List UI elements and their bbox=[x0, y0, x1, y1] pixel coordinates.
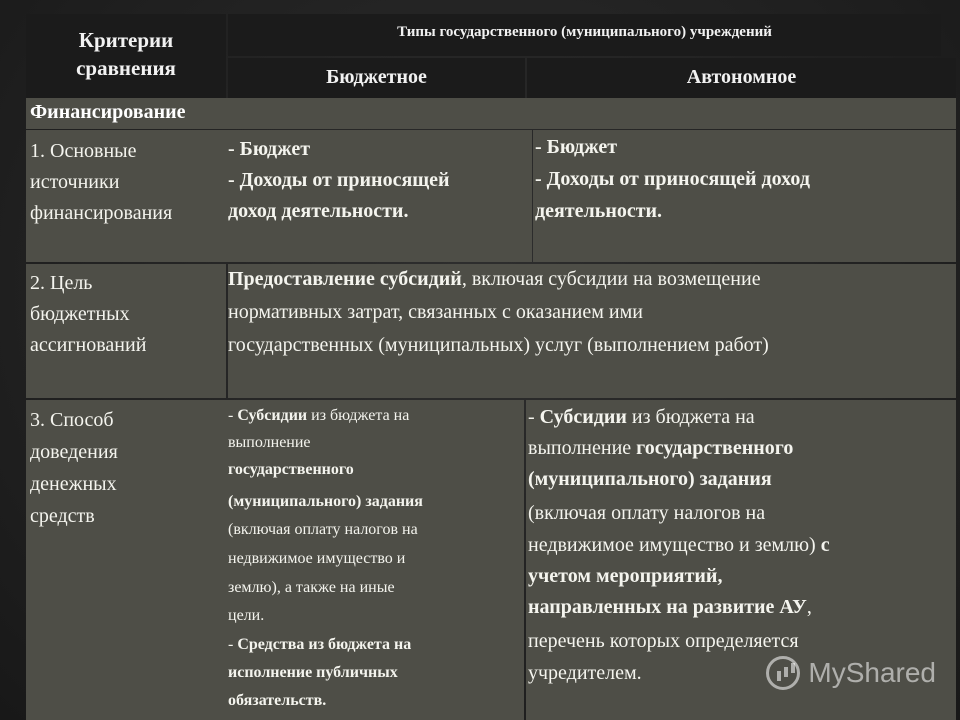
row3-budget-l9-strong: Средства из бюджета на bbox=[237, 636, 412, 653]
row3-auto-l5-strong: с bbox=[820, 534, 830, 556]
header-budget-cell bbox=[228, 58, 525, 98]
row3-auto-l9: учредителем. bbox=[528, 662, 642, 684]
section-financing-cell bbox=[26, 98, 956, 129]
row2-label: 2. Цель бюджетных ассигнований bbox=[30, 272, 147, 356]
row3-budget-l7: землю), а также на иные bbox=[228, 579, 395, 596]
row3-auto-l4: (включая оплату налогов на bbox=[528, 502, 766, 524]
row3-budget-l10: исполнение публичных bbox=[228, 664, 398, 681]
row1-budget-line3: доход деятельности. bbox=[228, 200, 409, 222]
row1-autonomous-cell bbox=[533, 130, 956, 262]
row3-budget-l1-strong: Субсидии bbox=[237, 407, 308, 424]
row3-budget-cell bbox=[226, 400, 524, 720]
row3-budget-l1-rest: из бюджета на bbox=[307, 407, 410, 424]
row3-auto-l7 bbox=[528, 596, 812, 619]
row3-auto-l7-rest: , bbox=[806, 596, 812, 618]
row3-budget-l4: (муниципального) задания bbox=[228, 493, 423, 510]
row3-auto-l1-strong: Субсидии bbox=[539, 406, 627, 428]
header-criteria-cell bbox=[26, 14, 226, 98]
row1-autonomous-line3: деятельности. bbox=[535, 200, 663, 222]
header-autonomous-text: Автономное bbox=[686, 66, 797, 88]
row2-line2: нормативных затрат, связанных с оказанием ими bbox=[228, 301, 643, 323]
row3-auto-l5-prefix: недвижимое имущество и землю) bbox=[528, 534, 821, 556]
row3-auto-l2-strong: государственного bbox=[636, 437, 794, 459]
row3-auto-l1-prefix: - bbox=[528, 406, 540, 428]
header-autonomous-cell bbox=[527, 58, 956, 98]
row3-auto-l6: учетом мероприятий, bbox=[528, 565, 723, 587]
row1-budget-line2: - Доходы от приносящей bbox=[228, 169, 450, 191]
section-financing-title: Финансирование bbox=[30, 101, 186, 123]
row2-label-cell bbox=[26, 264, 226, 398]
row2-strong: Предоставление субсидий bbox=[228, 268, 462, 290]
row3-budget-l11: обязательств. bbox=[228, 692, 327, 709]
row3-auto-l7-strong: направленных на развитие АУ bbox=[528, 596, 807, 618]
row3-auto-l2 bbox=[528, 437, 793, 460]
row3-budget-l1 bbox=[228, 407, 409, 425]
row3-auto-l2-prefix: выполнение bbox=[528, 437, 637, 459]
row2-line1 bbox=[228, 268, 761, 291]
row3-budget-l9-prefix: - bbox=[228, 636, 238, 653]
row1-label: 1. Основные источники финансирования bbox=[30, 140, 173, 224]
row3-label: 3. Способ доведения денежных средств bbox=[30, 409, 118, 527]
row1-label-cell bbox=[26, 130, 226, 262]
myshared-watermark bbox=[766, 656, 936, 690]
row3-budget-l9 bbox=[228, 636, 411, 654]
row3-auto-l1 bbox=[528, 406, 755, 429]
row1-budget-line1: - Бюджет bbox=[228, 138, 311, 160]
header-budget-text: Бюджетное bbox=[326, 66, 427, 88]
row1-budget-cell bbox=[226, 130, 532, 262]
watermark-text: MyShared bbox=[808, 657, 936, 688]
row3-budget-l6: недвижимое имущество и bbox=[228, 550, 406, 567]
row3-budget-l5: (включая оплату налогов на bbox=[228, 521, 418, 538]
row3-auto-l1-rest: из бюджета на bbox=[626, 406, 755, 428]
row1-autonomous-line2: - Доходы от приносящей доход bbox=[535, 168, 810, 190]
row3-auto-l5 bbox=[528, 534, 830, 557]
row3-budget-l8: цели. bbox=[228, 607, 265, 624]
row2-line1-rest: , включая субсидии на возмещение bbox=[461, 268, 761, 290]
header-types-text: Типы государственного (муниципального) учреждений bbox=[397, 24, 772, 40]
row3-auto-l3: (муниципального) задания bbox=[528, 468, 772, 490]
myshared-logo-icon bbox=[766, 656, 800, 690]
row2-line3: государственных (муниципальных) услуг (выполнением работ) bbox=[228, 334, 769, 356]
row3-label-cell bbox=[26, 400, 226, 720]
header-types-cell bbox=[228, 14, 941, 56]
row3-budget-l2: выполнение bbox=[228, 434, 311, 451]
row3-budget-l3: государственного bbox=[228, 461, 354, 478]
row3-budget-l1-prefix: - bbox=[228, 407, 238, 424]
header-criteria-text: Критерии сравнения bbox=[76, 28, 176, 80]
row3-auto-l8: перечень которых определяется bbox=[528, 630, 799, 652]
row1-autonomous-line1: - Бюджет bbox=[535, 136, 618, 158]
row2-merged-cell bbox=[228, 264, 956, 398]
